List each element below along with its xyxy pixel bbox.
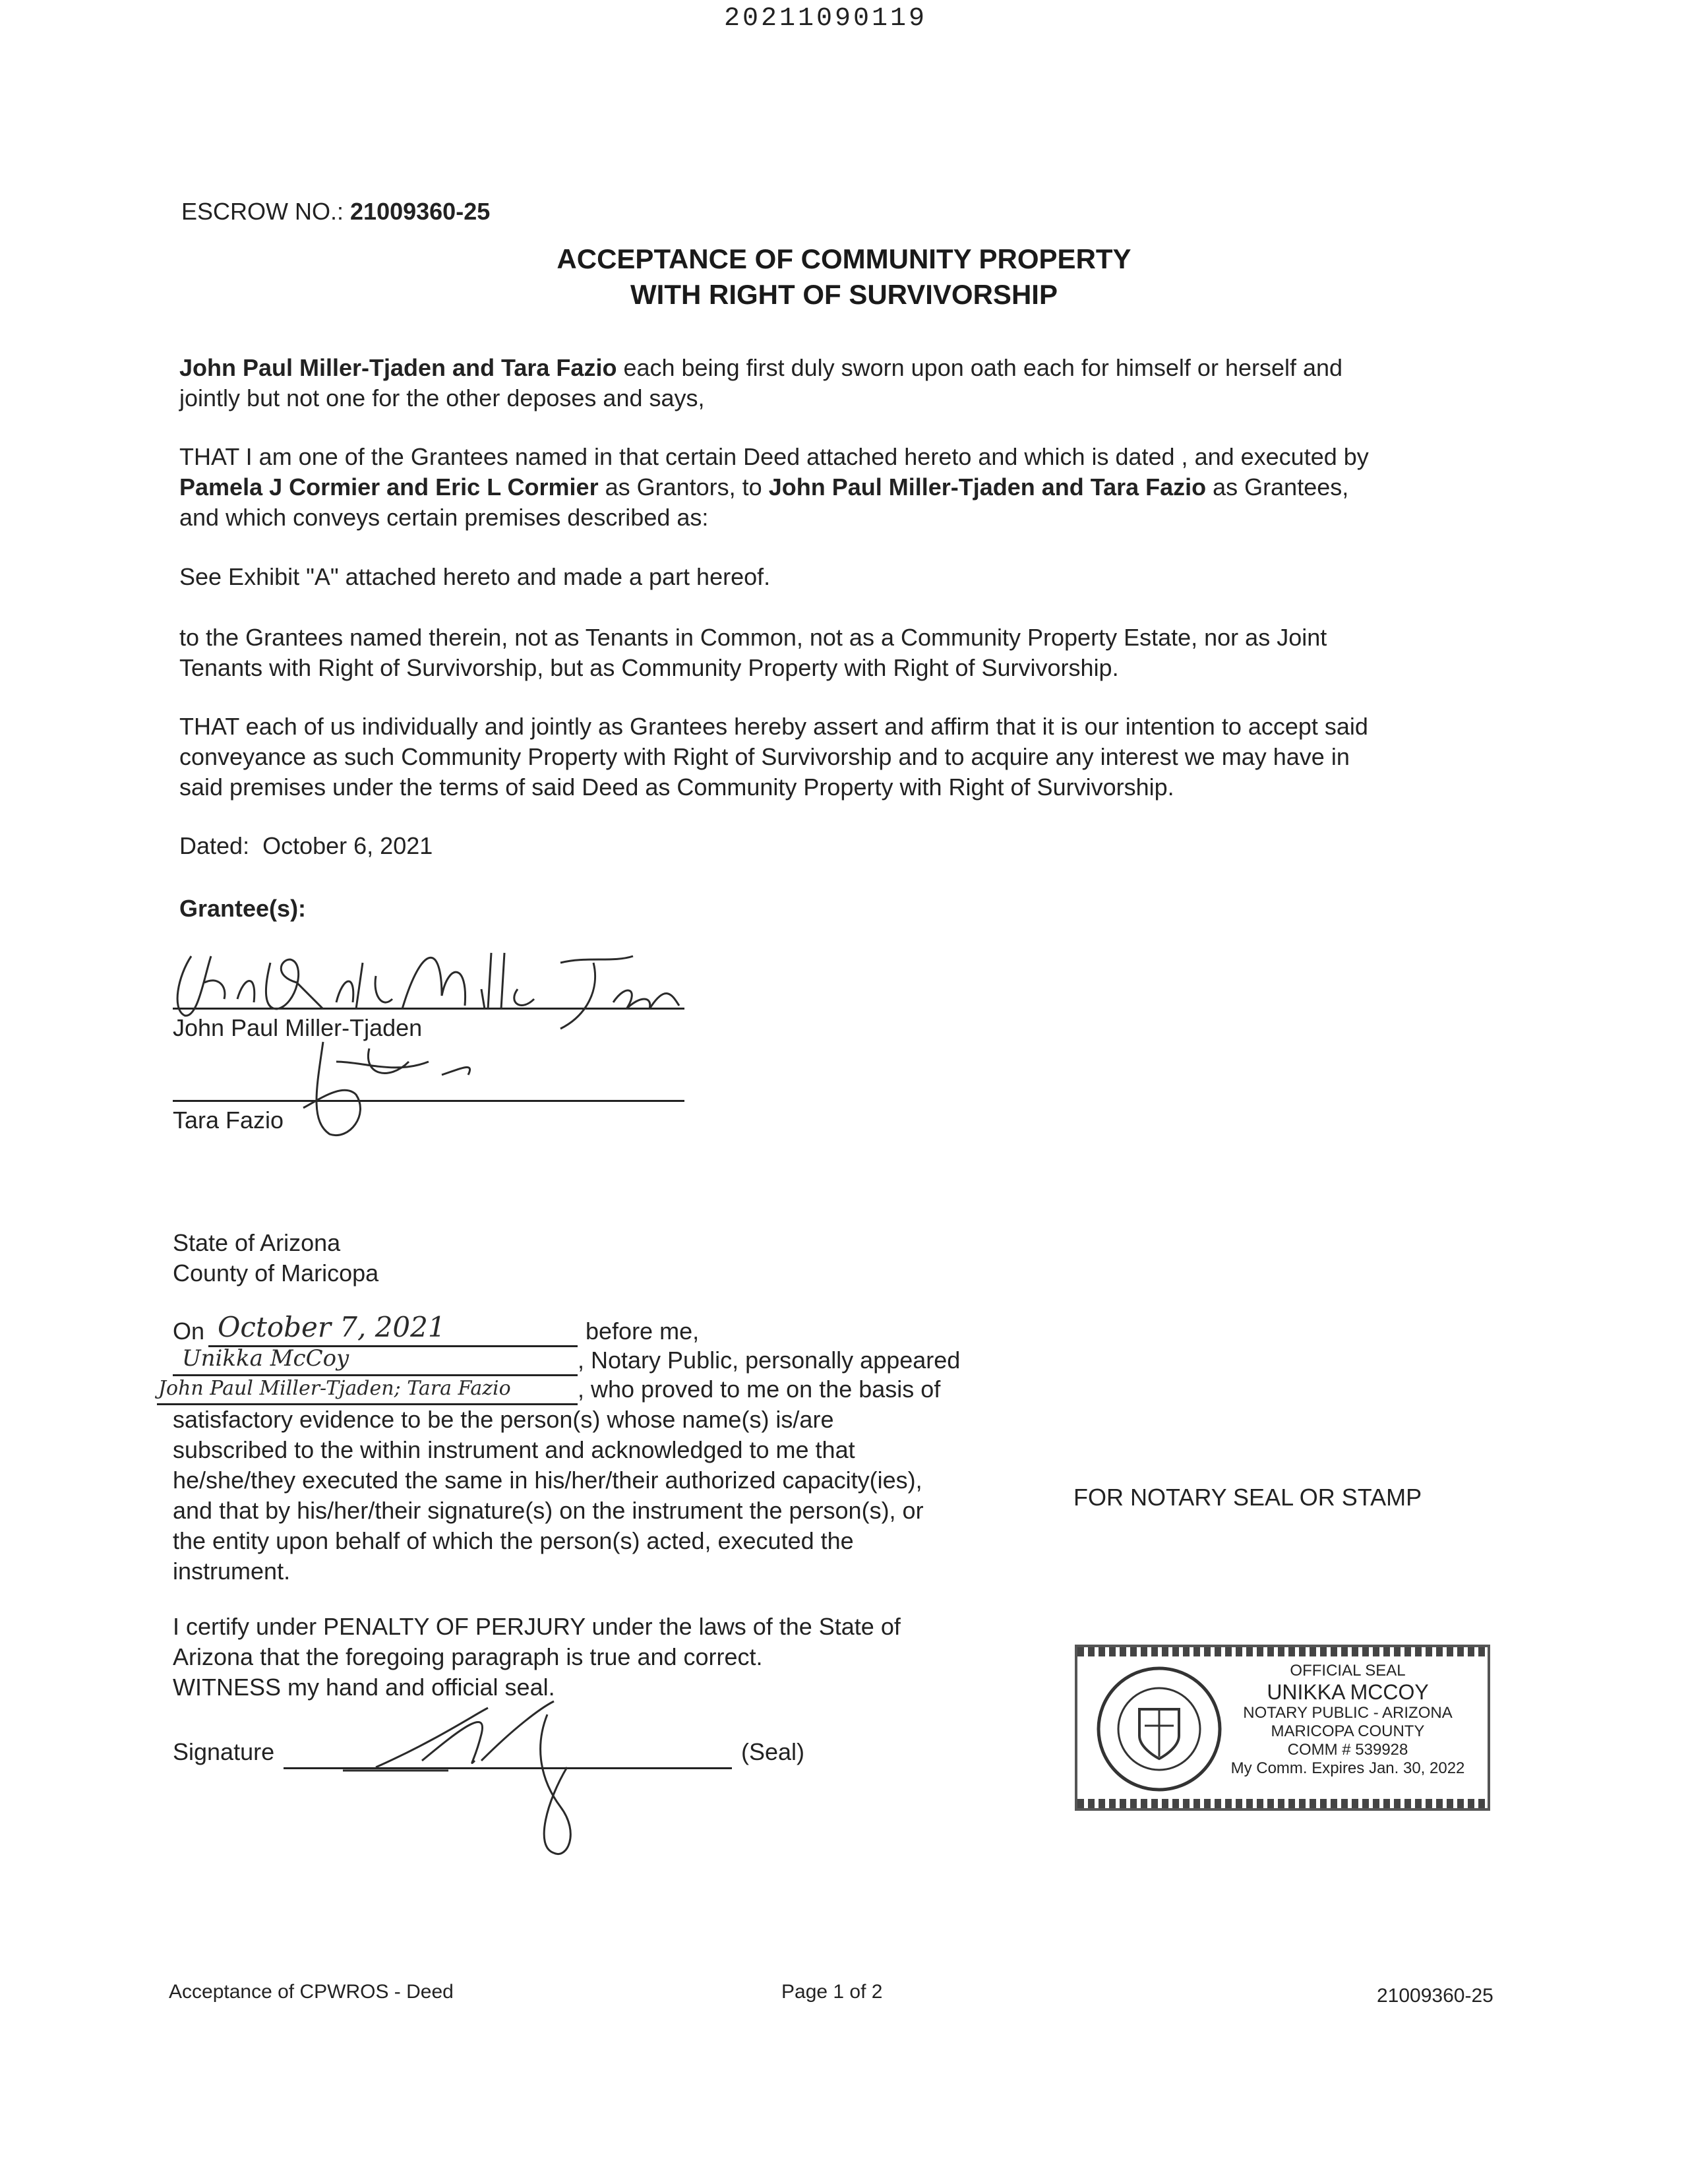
stamp-line1: OFFICIAL SEAL (1290, 1662, 1406, 1680)
grantee-names: John Paul Miller-Tjaden and Tara Fazio (179, 354, 617, 381)
para5-line2: conveyance as such Community Property with Right of Survivorship and to acquire any interest we may have in (179, 743, 1350, 770)
notary-signature-label: Signature (173, 1738, 275, 1765)
notary-proved-text: , who proved to me on the basis of (578, 1376, 941, 1403)
escrow-label: ESCROW NO.: (181, 198, 344, 225)
notary-line9: instrument. (173, 1558, 291, 1585)
para1-text-a: each being first duly sworn upon oath each for himself or herself and (617, 354, 1343, 381)
dated-line (179, 831, 433, 861)
grantees-heading: Grantee(s): (179, 895, 307, 922)
stamp-border-bottom (1077, 1799, 1488, 1808)
para2-line3: and which conveys certain premises described as: (179, 504, 709, 531)
paragraph-tenancy (179, 622, 1524, 683)
document-title (0, 241, 1688, 313)
stamp-line3: NOTARY PUBLIC - ARIZONA (1243, 1704, 1453, 1722)
state-seal-icon (1093, 1663, 1225, 1795)
notary-line5: subscribed to the within instrument and acknowledged to me that (173, 1436, 855, 1463)
notary-line8: the entity upon behalf of which the person(s) acted, executed the (173, 1527, 854, 1554)
para4-line2: Tenants with Right of Survivorship, but as Community Property with Right of Survivorship. (179, 654, 1119, 681)
grantor-names: Pamela J Cormier and Eric L Cormier (179, 473, 599, 501)
paragraph-exhibit: See Exhibit "A" attached hereto and made a part hereof. (179, 563, 771, 590)
grantee1-signature (165, 936, 706, 1048)
footer-page-number: Page 1 of 2 (781, 1981, 883, 2003)
notary-before-me: before me, (586, 1318, 700, 1345)
grantee2-signature (290, 1035, 488, 1154)
venue-state: State of Arizona (173, 1229, 341, 1256)
paragraph-affirmation (179, 712, 1524, 803)
para2-line1: THAT I am one of the Grantees named in that certain Deed attached hereto and which is dated , and executed by (179, 443, 1369, 470)
notary-on-label: On (173, 1318, 205, 1345)
escrow-line (181, 197, 490, 227)
notary-acknowledgement (173, 1405, 1030, 1587)
para2-as-grantees: as Grantees, (1206, 473, 1349, 501)
para2-as-grantors: as Grantors, to (598, 473, 769, 501)
grantee2-printed-name: Tara Fazio (173, 1107, 284, 1134)
notary-name-handwritten: Unikka McCoy (182, 1345, 349, 1372)
dated-label: Dated: (179, 832, 250, 859)
recording-number: 20211090119 (724, 4, 928, 34)
grantee1-printed-name: John Paul Miller-Tjaden (173, 1014, 423, 1041)
stamp-border-top (1077, 1647, 1488, 1656)
seal-area-label: FOR NOTARY SEAL OR STAMP (1073, 1484, 1422, 1511)
notary-line4: satisfactory evidence to be the person(s) whose name(s) is/are (173, 1406, 834, 1433)
cert-line1: I certify under PENALTY OF PERJURY under the laws of the State of (173, 1613, 901, 1640)
stamp-line6: My Comm. Expires Jan. 30, 2022 (1230, 1759, 1465, 1777)
para5-line3: said premises under the terms of said Deed as Community Property with Right of Survivorship. (179, 774, 1174, 801)
notary-name-line (173, 1374, 578, 1376)
title-line-1: ACCEPTANCE OF COMMUNITY PROPERTY (557, 243, 1131, 274)
para5-line1: THAT each of us individually and jointly as Grantees hereby assert and affirm that it is our intention to accept said (179, 713, 1368, 740)
para1-text-b: jointly but not one for the other deposes and says, (179, 384, 705, 411)
stamp-line5: COMM # 539928 (1287, 1741, 1408, 1759)
stamp-text (1209, 1662, 1486, 1778)
cert-witness: WITNESS my hand and official seal. (173, 1674, 555, 1701)
notary-line7: and that by his/her/their signature(s) on the instrument the person(s), or (173, 1497, 924, 1524)
notary-seal-label: (Seal) (741, 1738, 805, 1765)
venue-county: County of Maricopa (173, 1259, 379, 1287)
notary-signature (316, 1688, 686, 1853)
stamp-line2: UNIKKA MCCOY (1267, 1680, 1429, 1704)
cert-line2: Arizona that the foregoing paragraph is true and correct. (173, 1643, 763, 1670)
notary-public-text: , Notary Public, personally appeared (578, 1347, 961, 1374)
stamp-line4: MARICOPA COUNTY (1271, 1722, 1425, 1740)
escrow-number: 21009360-25 (350, 198, 491, 225)
notary-line6: he/she/they executed the same in his/her/their authorized capacity(ies), (173, 1467, 922, 1494)
para4-line1: to the Grantees named therein, not as Tenants in Common, not as a Community Property Estate, nor as Joint (179, 624, 1327, 651)
notary-date-handwritten: October 7, 2021 (218, 1311, 446, 1343)
grantee-names-2: John Paul Miller-Tjaden and Tara Fazio (768, 473, 1207, 501)
dated-value: October 6, 2021 (262, 832, 433, 859)
notary-persons-handwritten: John Paul Miller-Tjaden; Tara Fazio (158, 1377, 511, 1400)
paragraph-deposition (179, 353, 1518, 413)
paragraph-deed (179, 442, 1524, 533)
notary-stamp (1075, 1645, 1490, 1811)
footer-right: 21009360-25 (1377, 1985, 1493, 2007)
venue (173, 1228, 378, 1289)
footer-left: Acceptance of CPWROS - Deed (169, 1981, 454, 2003)
title-line-2: WITH RIGHT OF SURVIVORSHIP (630, 279, 1058, 310)
